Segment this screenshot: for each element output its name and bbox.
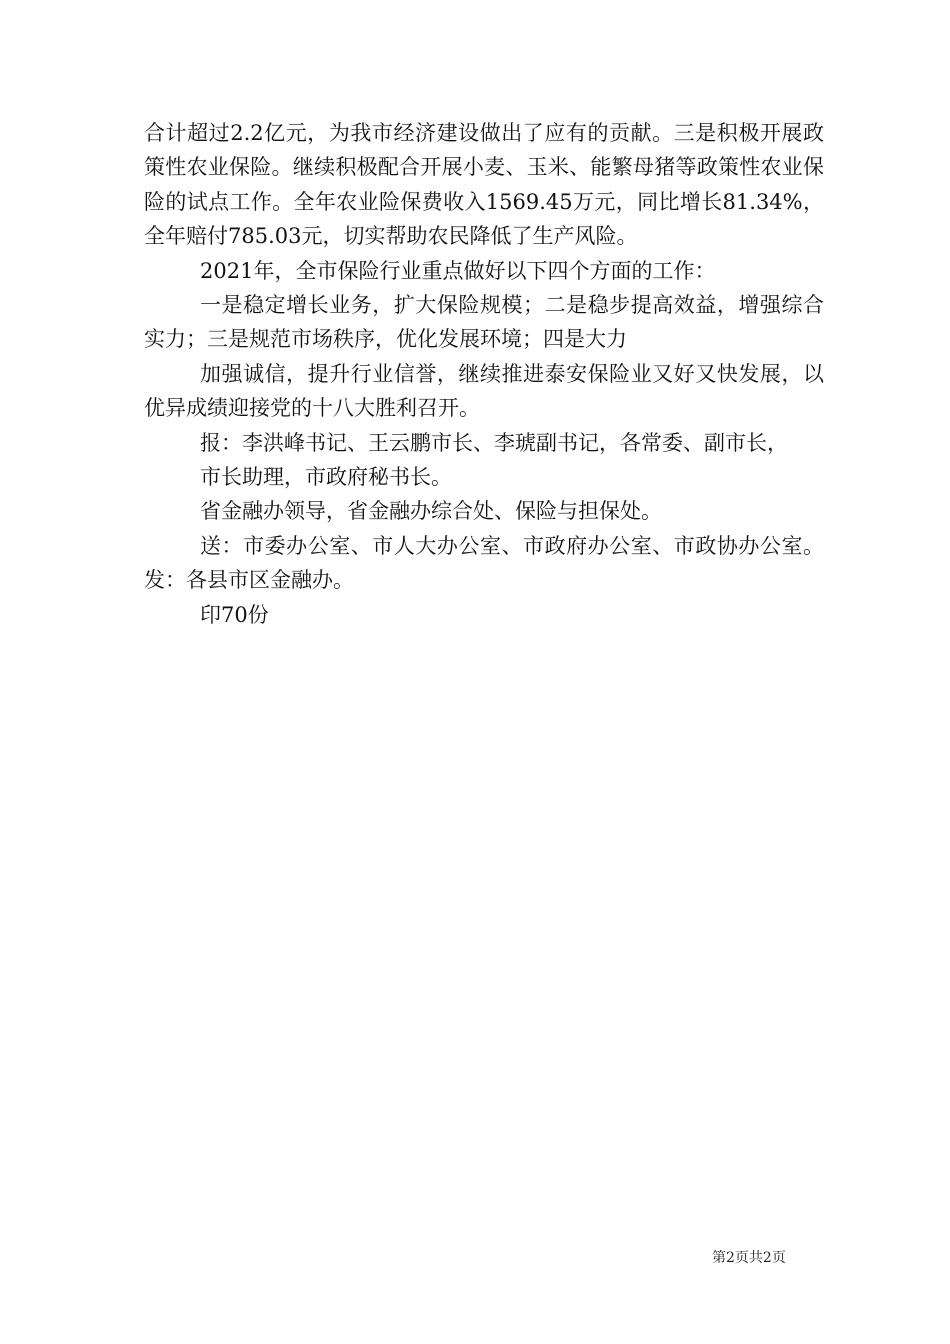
print-copies: 印70份: [200, 602, 269, 627]
paragraph-plan-intro: 2021年，全市保险行业重点做好以下四个方面的工作：: [200, 258, 716, 283]
distribution-report-to: 报：李洪峰书记、王云鹏市长、李琥副书记，各常委、副市长，: [200, 430, 788, 455]
page-number: 第2页共2页: [712, 1250, 786, 1266]
distribution-provincial: 省金融办领导，省金融办综合处、保险与担保处。: [200, 499, 662, 524]
paragraph-plan-tasks: 一是稳定增长业务，扩大保险规模；二是稳步提高效益，增强综合实力；三是规范市场秩序，优化发展环境；四是大力: [144, 293, 824, 352]
document-body: [144, 116, 824, 632]
paragraph-summary: 合计超过2.2亿元，为我市经济建设做出了应有的贡献。三是积极开展政策性农业保险。继续积极配合开展小麦、玉米、能繁母猪等政策性农业保险的试点工作。全年农业险保费收入1569.45万元，同比增长81.34%，全年赔付785.03元，切实帮助农民降低了生产风险。: [144, 121, 824, 249]
paragraph-plan-goal: 加强诚信，提升行业信誉，继续推进泰安保险业又好又快发展，以优异成绩迎接党的十八大胜利召开。: [144, 361, 824, 421]
distribution-send-to: 送：市委办公室、市人大办公室、市政府办公室、市政协办公室。发：各县市区金融办。: [144, 533, 824, 593]
distribution-report-to-continued: 市长助理，市政府秘书长。: [200, 465, 452, 490]
